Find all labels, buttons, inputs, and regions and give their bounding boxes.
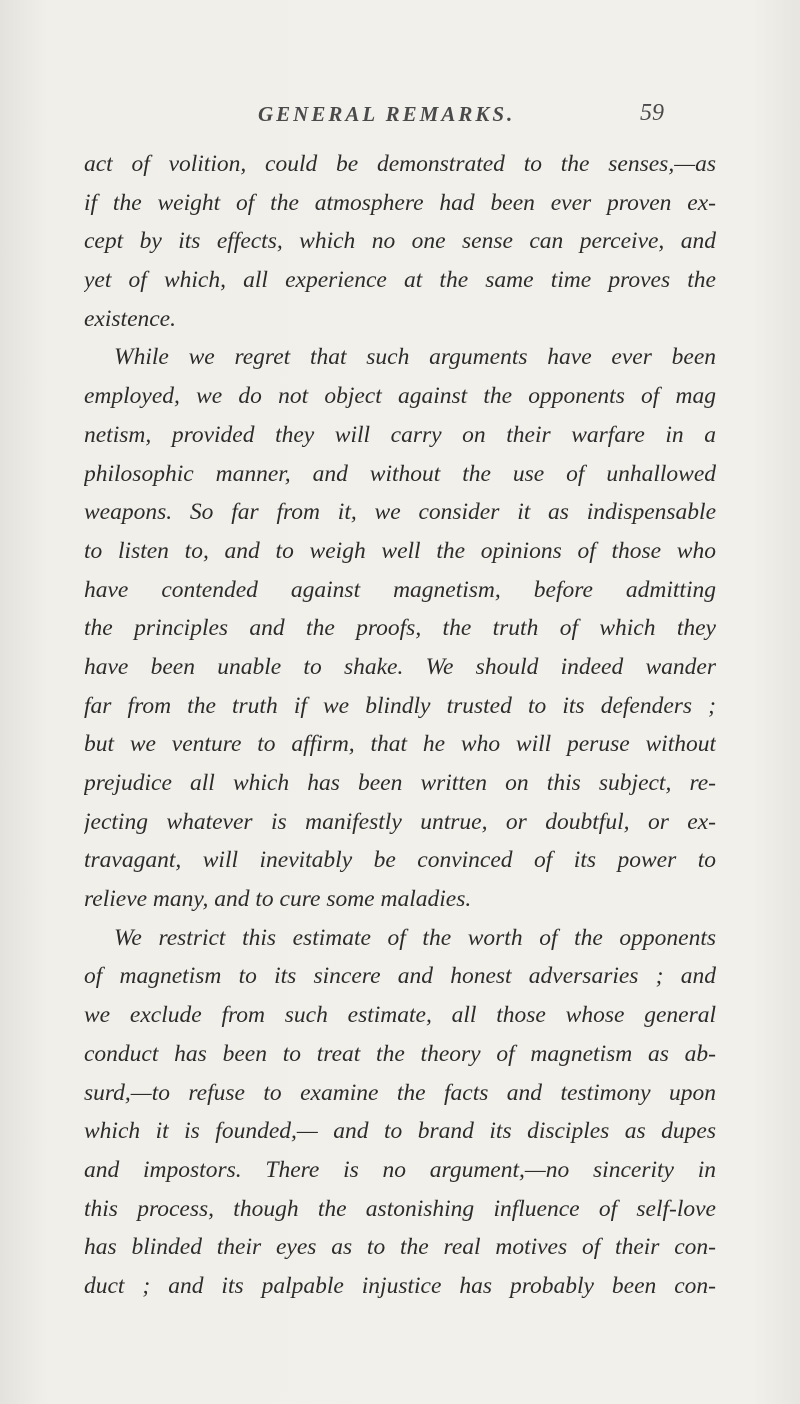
text-line: has blinded their eyes as to the real motives of their con- [84, 1234, 716, 1261]
text-line: to listen to, and to weigh well the opinions of those who [84, 537, 716, 564]
text-line: have been unable to shake. We should indeed wander [84, 653, 716, 680]
text-line: surd,—to refuse to examine the facts and testimony upon [84, 1079, 716, 1106]
running-head [0, 100, 800, 130]
text-line: prejudice all which has been written on this subject, re- [84, 770, 716, 796]
text-line: While we regret that such arguments have ever been [114, 344, 716, 371]
text-line: if the weight of the atmosphere had been ever proven ex- [84, 189, 716, 216]
text-line: cept by its effects, which no one sense can perceive, and [84, 228, 716, 255]
text-line: yet of which, all experience at the same time proves the [84, 267, 716, 294]
running-title: GENERAL REMARKS. [258, 102, 516, 126]
text-line: of magnetism to its sincere and honest adversaries ; and [84, 963, 716, 990]
text-line: have contended against magnetism, before admitting [84, 576, 716, 603]
text-line: duct ; and its palpable injustice has probably been con- [84, 1272, 716, 1299]
text-line: which it is founded,— and to brand its disciples as dupes [84, 1118, 716, 1145]
text-line: employed, we do not object against the opponents of mag [84, 383, 716, 410]
text-line: far from the truth if we blindly trusted to its defenders ; [84, 692, 716, 719]
text-line: travagant, will inevitably be convinced of its power to [84, 847, 716, 874]
text-line: but we venture to affirm, that he who will peruse without [84, 731, 716, 758]
page-number: 59 [640, 100, 664, 126]
text-line: and impostors. There is no argument,—no sincerity in [84, 1156, 716, 1183]
text-line: weapons. So far from it, we consider it as indispensable [84, 499, 716, 526]
text-line: relieve many, and to cure some maladies. [84, 886, 472, 913]
body-text [84, 145, 716, 1306]
text-line: act of volition, could be demonstrated to the senses,—as [84, 151, 716, 177]
text-line: this process, though the astonishing influence of self-love [84, 1195, 716, 1222]
text-line: the principles and the proofs, the truth of which they [84, 615, 716, 642]
text-line: we exclude from such estimate, all those whose general [84, 1002, 716, 1029]
text-line: existence. [84, 305, 176, 332]
text-line: philosophic manner, and without the use of unhallowed [84, 460, 716, 487]
text-line: netism, provided they will carry on their warfare in a [84, 421, 716, 448]
text-line: We restrict this estimate of the worth of the opponents [114, 924, 716, 951]
text-line: conduct has been to treat the theory of magnetism as ab- [84, 1040, 716, 1067]
text-line: jecting whatever is manifestly untrue, or doubtful, or ex- [84, 808, 716, 835]
